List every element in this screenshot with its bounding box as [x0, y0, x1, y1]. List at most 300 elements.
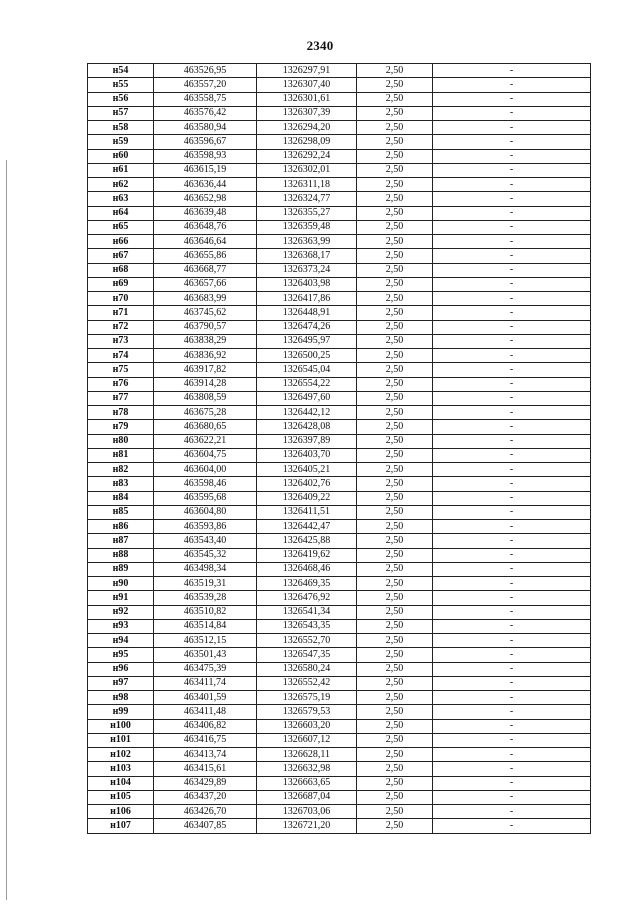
accuracy-cell: 2,50: [357, 691, 433, 705]
accuracy-cell: 2,50: [357, 505, 433, 519]
point-id-cell: н67: [88, 249, 154, 263]
accuracy-cell: 2,50: [357, 619, 433, 633]
table-row: [88, 805, 591, 819]
point-id-cell: н87: [88, 534, 154, 548]
accuracy-cell: 2,50: [357, 92, 433, 106]
point-id-cell: н93: [88, 619, 154, 633]
point-id-cell: н103: [88, 762, 154, 776]
x-coordinate-cell: 463652,98: [154, 192, 257, 206]
table-row: [88, 434, 591, 448]
accuracy-cell: 2,50: [357, 463, 433, 477]
accuracy-cell: 2,50: [357, 377, 433, 391]
point-id-cell: н60: [88, 149, 154, 163]
point-id-cell: н75: [88, 363, 154, 377]
y-coordinate-cell: 1326663,65: [257, 776, 357, 790]
point-id-cell: н101: [88, 733, 154, 747]
note-cell: -: [433, 577, 591, 591]
accuracy-cell: 2,50: [357, 705, 433, 719]
accuracy-cell: 2,50: [357, 135, 433, 149]
x-coordinate-cell: 463808,59: [154, 391, 257, 405]
y-coordinate-cell: 1326554,22: [257, 377, 357, 391]
accuracy-cell: 2,50: [357, 434, 433, 448]
accuracy-cell: 2,50: [357, 192, 433, 206]
point-id-cell: н72: [88, 320, 154, 334]
note-cell: -: [433, 463, 591, 477]
accuracy-cell: 2,50: [357, 748, 433, 762]
point-id-cell: н92: [88, 605, 154, 619]
note-cell: -: [433, 448, 591, 462]
point-id-cell: н69: [88, 277, 154, 291]
y-coordinate-cell: 1326607,12: [257, 733, 357, 747]
x-coordinate-cell: 463675,28: [154, 406, 257, 420]
accuracy-cell: 2,50: [357, 676, 433, 690]
point-id-cell: н90: [88, 577, 154, 591]
point-id-cell: н80: [88, 434, 154, 448]
x-coordinate-cell: 463512,15: [154, 634, 257, 648]
note-cell: -: [433, 619, 591, 633]
accuracy-cell: 2,50: [357, 819, 433, 833]
accuracy-cell: 2,50: [357, 577, 433, 591]
point-id-cell: н106: [88, 805, 154, 819]
x-coordinate-cell: 463576,42: [154, 106, 257, 120]
accuracy-cell: 2,50: [357, 762, 433, 776]
table-row: [88, 149, 591, 163]
note-cell: -: [433, 78, 591, 92]
note-cell: -: [433, 320, 591, 334]
table-row: [88, 634, 591, 648]
y-coordinate-cell: 1326324,77: [257, 192, 357, 206]
note-cell: -: [433, 163, 591, 177]
x-coordinate-cell: 463413,74: [154, 748, 257, 762]
x-coordinate-cell: 463429,89: [154, 776, 257, 790]
table-row: [88, 662, 591, 676]
table-row: [88, 691, 591, 705]
accuracy-cell: 2,50: [357, 776, 433, 790]
x-coordinate-cell: 463604,00: [154, 463, 257, 477]
table-row: [88, 463, 591, 477]
y-coordinate-cell: 1326359,48: [257, 220, 357, 234]
point-id-cell: н95: [88, 648, 154, 662]
y-coordinate-cell: 1326409,22: [257, 491, 357, 505]
table-row: [88, 491, 591, 505]
table-row: [88, 648, 591, 662]
table-row: [88, 534, 591, 548]
accuracy-cell: 2,50: [357, 391, 433, 405]
point-id-cell: н71: [88, 306, 154, 320]
point-id-cell: н83: [88, 477, 154, 491]
y-coordinate-cell: 1326500,25: [257, 349, 357, 363]
table-row: [88, 776, 591, 790]
x-coordinate-cell: 463593,86: [154, 520, 257, 534]
point-id-cell: н78: [88, 406, 154, 420]
y-coordinate-cell: 1326355,27: [257, 206, 357, 220]
x-coordinate-cell: 463604,80: [154, 505, 257, 519]
x-coordinate-cell: 463655,86: [154, 249, 257, 263]
table-row: [88, 121, 591, 135]
point-id-cell: н56: [88, 92, 154, 106]
accuracy-cell: 2,50: [357, 163, 433, 177]
accuracy-cell: 2,50: [357, 320, 433, 334]
x-coordinate-cell: 463636,44: [154, 178, 257, 192]
y-coordinate-cell: 1326397,89: [257, 434, 357, 448]
point-id-cell: н74: [88, 349, 154, 363]
accuracy-cell: 2,50: [357, 292, 433, 306]
point-id-cell: н70: [88, 292, 154, 306]
note-cell: -: [433, 64, 591, 78]
accuracy-cell: 2,50: [357, 648, 433, 662]
table-row: [88, 548, 591, 562]
accuracy-cell: 2,50: [357, 477, 433, 491]
note-cell: -: [433, 349, 591, 363]
note-cell: -: [433, 106, 591, 120]
y-coordinate-cell: 1326495,97: [257, 334, 357, 348]
y-coordinate-cell: 1326442,47: [257, 520, 357, 534]
table-row: [88, 619, 591, 633]
accuracy-cell: 2,50: [357, 406, 433, 420]
note-cell: -: [433, 719, 591, 733]
note-cell: -: [433, 634, 591, 648]
accuracy-cell: 2,50: [357, 420, 433, 434]
x-coordinate-cell: 463539,28: [154, 591, 257, 605]
note-cell: -: [433, 491, 591, 505]
note-cell: -: [433, 292, 591, 306]
table-row: [88, 406, 591, 420]
note-cell: -: [433, 605, 591, 619]
y-coordinate-cell: 1326476,92: [257, 591, 357, 605]
point-id-cell: н58: [88, 121, 154, 135]
x-coordinate-cell: 463411,74: [154, 676, 257, 690]
x-coordinate-cell: 463648,76: [154, 220, 257, 234]
note-cell: -: [433, 391, 591, 405]
accuracy-cell: 2,50: [357, 790, 433, 804]
table-row: [88, 277, 591, 291]
accuracy-cell: 2,50: [357, 277, 433, 291]
note-cell: -: [433, 249, 591, 263]
x-coordinate-cell: 463680,65: [154, 420, 257, 434]
point-id-cell: н102: [88, 748, 154, 762]
accuracy-cell: 2,50: [357, 719, 433, 733]
accuracy-cell: 2,50: [357, 334, 433, 348]
y-coordinate-cell: 1326311,18: [257, 178, 357, 192]
point-id-cell: н57: [88, 106, 154, 120]
point-id-cell: н77: [88, 391, 154, 405]
accuracy-cell: 2,50: [357, 249, 433, 263]
note-cell: -: [433, 477, 591, 491]
point-id-cell: н66: [88, 235, 154, 249]
note-cell: -: [433, 220, 591, 234]
table-row: [88, 363, 591, 377]
accuracy-cell: 2,50: [357, 349, 433, 363]
y-coordinate-cell: 1326632,98: [257, 762, 357, 776]
accuracy-cell: 2,50: [357, 448, 433, 462]
x-coordinate-cell: 463401,59: [154, 691, 257, 705]
x-coordinate-cell: 463543,40: [154, 534, 257, 548]
accuracy-cell: 2,50: [357, 263, 433, 277]
y-coordinate-cell: 1326292,24: [257, 149, 357, 163]
y-coordinate-cell: 1326448,91: [257, 306, 357, 320]
note-cell: -: [433, 135, 591, 149]
note-cell: -: [433, 534, 591, 548]
note-cell: -: [433, 790, 591, 804]
y-coordinate-cell: 1326687,04: [257, 790, 357, 804]
note-cell: -: [433, 662, 591, 676]
note-cell: -: [433, 705, 591, 719]
y-coordinate-cell: 1326403,98: [257, 277, 357, 291]
y-coordinate-cell: 1326575,19: [257, 691, 357, 705]
note-cell: -: [433, 562, 591, 576]
y-coordinate-cell: 1326368,17: [257, 249, 357, 263]
y-coordinate-cell: 1326721,20: [257, 819, 357, 833]
x-coordinate-cell: 463598,46: [154, 477, 257, 491]
point-id-cell: н94: [88, 634, 154, 648]
x-coordinate-cell: 463745,62: [154, 306, 257, 320]
note-cell: -: [433, 591, 591, 605]
table-row: [88, 420, 591, 434]
point-id-cell: н85: [88, 505, 154, 519]
point-id-cell: н89: [88, 562, 154, 576]
accuracy-cell: 2,50: [357, 121, 433, 135]
page-edge-line: [6, 160, 7, 900]
accuracy-cell: 2,50: [357, 591, 433, 605]
point-id-cell: н107: [88, 819, 154, 833]
point-id-cell: н88: [88, 548, 154, 562]
x-coordinate-cell: 463545,32: [154, 548, 257, 562]
accuracy-cell: 2,50: [357, 64, 433, 78]
x-coordinate-cell: 463558,75: [154, 92, 257, 106]
x-coordinate-cell: 463519,31: [154, 577, 257, 591]
y-coordinate-cell: 1326545,04: [257, 363, 357, 377]
table-row: [88, 192, 591, 206]
table-row: [88, 249, 591, 263]
note-cell: -: [433, 762, 591, 776]
y-coordinate-cell: 1326497,60: [257, 391, 357, 405]
accuracy-cell: 2,50: [357, 805, 433, 819]
table-row: [88, 64, 591, 78]
y-coordinate-cell: 1326402,76: [257, 477, 357, 491]
point-id-cell: н105: [88, 790, 154, 804]
point-id-cell: н59: [88, 135, 154, 149]
accuracy-cell: 2,50: [357, 220, 433, 234]
table-row: [88, 292, 591, 306]
coordinates-table-container: [87, 63, 590, 834]
note-cell: -: [433, 548, 591, 562]
y-coordinate-cell: 1326469,35: [257, 577, 357, 591]
note-cell: -: [433, 334, 591, 348]
table-row: [88, 220, 591, 234]
y-coordinate-cell: 1326411,51: [257, 505, 357, 519]
point-id-cell: н104: [88, 776, 154, 790]
y-coordinate-cell: 1326703,06: [257, 805, 357, 819]
table-row: [88, 562, 591, 576]
table-row: [88, 748, 591, 762]
y-coordinate-cell: 1326552,70: [257, 634, 357, 648]
table-row: [88, 505, 591, 519]
point-id-cell: н81: [88, 448, 154, 462]
note-cell: -: [433, 377, 591, 391]
table-row: [88, 762, 591, 776]
note-cell: -: [433, 149, 591, 163]
point-id-cell: н73: [88, 334, 154, 348]
table-row: [88, 733, 591, 747]
y-coordinate-cell: 1326580,24: [257, 662, 357, 676]
table-row: [88, 391, 591, 405]
x-coordinate-cell: 463790,57: [154, 320, 257, 334]
x-coordinate-cell: 463475,39: [154, 662, 257, 676]
y-coordinate-cell: 1326307,40: [257, 78, 357, 92]
note-cell: -: [433, 263, 591, 277]
x-coordinate-cell: 463657,66: [154, 277, 257, 291]
x-coordinate-cell: 463437,20: [154, 790, 257, 804]
y-coordinate-cell: 1326547,35: [257, 648, 357, 662]
accuracy-cell: 2,50: [357, 78, 433, 92]
table-row: [88, 135, 591, 149]
point-id-cell: н63: [88, 192, 154, 206]
note-cell: -: [433, 733, 591, 747]
y-coordinate-cell: 1326628,11: [257, 748, 357, 762]
point-id-cell: н54: [88, 64, 154, 78]
note-cell: -: [433, 676, 591, 690]
x-coordinate-cell: 463646,64: [154, 235, 257, 249]
note-cell: -: [433, 691, 591, 705]
note-cell: -: [433, 192, 591, 206]
x-coordinate-cell: 463416,75: [154, 733, 257, 747]
point-id-cell: н68: [88, 263, 154, 277]
table-row: [88, 263, 591, 277]
point-id-cell: н96: [88, 662, 154, 676]
point-id-cell: н64: [88, 206, 154, 220]
x-coordinate-cell: 463596,67: [154, 135, 257, 149]
table-row: [88, 163, 591, 177]
x-coordinate-cell: 463415,61: [154, 762, 257, 776]
note-cell: -: [433, 277, 591, 291]
x-coordinate-cell: 463526,95: [154, 64, 257, 78]
y-coordinate-cell: 1326405,21: [257, 463, 357, 477]
point-id-cell: н97: [88, 676, 154, 690]
table-row: [88, 790, 591, 804]
x-coordinate-cell: 463639,48: [154, 206, 257, 220]
x-coordinate-cell: 463838,29: [154, 334, 257, 348]
accuracy-cell: 2,50: [357, 178, 433, 192]
note-cell: -: [433, 648, 591, 662]
point-id-cell: н79: [88, 420, 154, 434]
x-coordinate-cell: 463406,82: [154, 719, 257, 733]
note-cell: -: [433, 406, 591, 420]
point-id-cell: н82: [88, 463, 154, 477]
x-coordinate-cell: 463411,48: [154, 705, 257, 719]
note-cell: -: [433, 235, 591, 249]
table-row: [88, 349, 591, 363]
page-number: 2340: [306, 38, 334, 53]
x-coordinate-cell: 463407,85: [154, 819, 257, 833]
y-coordinate-cell: 1326428,08: [257, 420, 357, 434]
table-row: [88, 377, 591, 391]
table-row: [88, 477, 591, 491]
note-cell: -: [433, 306, 591, 320]
note-cell: -: [433, 420, 591, 434]
table-row: [88, 719, 591, 733]
accuracy-cell: 2,50: [357, 206, 433, 220]
table-row: [88, 306, 591, 320]
y-coordinate-cell: 1326579,53: [257, 705, 357, 719]
point-id-cell: н84: [88, 491, 154, 505]
note-cell: -: [433, 178, 591, 192]
x-coordinate-cell: 463622,21: [154, 434, 257, 448]
point-id-cell: н98: [88, 691, 154, 705]
x-coordinate-cell: 463604,75: [154, 448, 257, 462]
accuracy-cell: 2,50: [357, 634, 433, 648]
table-row: [88, 676, 591, 690]
accuracy-cell: 2,50: [357, 235, 433, 249]
y-coordinate-cell: 1326442,12: [257, 406, 357, 420]
y-coordinate-cell: 1326417,86: [257, 292, 357, 306]
point-id-cell: н62: [88, 178, 154, 192]
note-cell: -: [433, 363, 591, 377]
note-cell: -: [433, 520, 591, 534]
note-cell: -: [433, 121, 591, 135]
x-coordinate-cell: 463595,68: [154, 491, 257, 505]
accuracy-cell: 2,50: [357, 733, 433, 747]
y-coordinate-cell: 1326474,26: [257, 320, 357, 334]
point-id-cell: н100: [88, 719, 154, 733]
table-row: [88, 591, 591, 605]
y-coordinate-cell: 1326419,62: [257, 548, 357, 562]
x-coordinate-cell: 463836,92: [154, 349, 257, 363]
x-coordinate-cell: 463668,77: [154, 263, 257, 277]
y-coordinate-cell: 1326307,39: [257, 106, 357, 120]
x-coordinate-cell: 463598,93: [154, 149, 257, 163]
table-row: [88, 334, 591, 348]
table-row: [88, 320, 591, 334]
accuracy-cell: 2,50: [357, 662, 433, 676]
table-row: [88, 106, 591, 120]
y-coordinate-cell: 1326302,01: [257, 163, 357, 177]
point-id-cell: н76: [88, 377, 154, 391]
x-coordinate-cell: 463498,34: [154, 562, 257, 576]
y-coordinate-cell: 1326541,34: [257, 605, 357, 619]
y-coordinate-cell: 1326294,20: [257, 121, 357, 135]
y-coordinate-cell: 1326373,24: [257, 263, 357, 277]
y-coordinate-cell: 1326298,09: [257, 135, 357, 149]
table-row: [88, 577, 591, 591]
table-row: [88, 235, 591, 249]
note-cell: -: [433, 434, 591, 448]
y-coordinate-cell: 1326543,35: [257, 619, 357, 633]
y-coordinate-cell: 1326301,61: [257, 92, 357, 106]
y-coordinate-cell: 1326363,99: [257, 235, 357, 249]
x-coordinate-cell: 463683,99: [154, 292, 257, 306]
accuracy-cell: 2,50: [357, 106, 433, 120]
point-id-cell: н86: [88, 520, 154, 534]
table-row: [88, 819, 591, 833]
y-coordinate-cell: 1326468,46: [257, 562, 357, 576]
x-coordinate-cell: 463557,20: [154, 78, 257, 92]
x-coordinate-cell: 463426,70: [154, 805, 257, 819]
note-cell: -: [433, 776, 591, 790]
note-cell: -: [433, 748, 591, 762]
point-id-cell: н99: [88, 705, 154, 719]
point-id-cell: н91: [88, 591, 154, 605]
accuracy-cell: 2,50: [357, 306, 433, 320]
x-coordinate-cell: 463914,28: [154, 377, 257, 391]
x-coordinate-cell: 463580,94: [154, 121, 257, 135]
y-coordinate-cell: 1326552,42: [257, 676, 357, 690]
y-coordinate-cell: 1326425,88: [257, 534, 357, 548]
y-coordinate-cell: 1326403,70: [257, 448, 357, 462]
table-row: [88, 78, 591, 92]
note-cell: -: [433, 805, 591, 819]
y-coordinate-cell: 1326603,20: [257, 719, 357, 733]
accuracy-cell: 2,50: [357, 548, 433, 562]
